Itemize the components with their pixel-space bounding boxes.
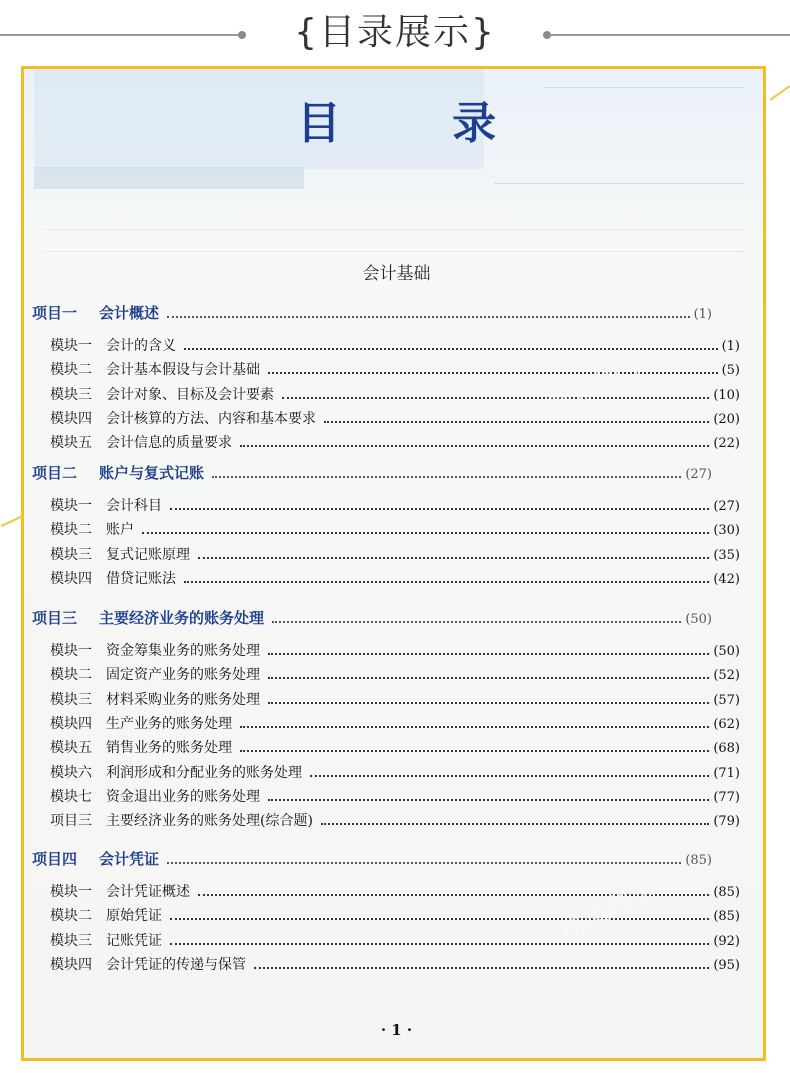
module-page: (79): [713, 814, 740, 830]
module-title: 资金筹集业务的账务处理: [106, 643, 260, 659]
module-page: (85): [713, 885, 740, 900]
dot-leader: [324, 421, 709, 423]
module-page: (52): [713, 668, 740, 684]
section-page: (1): [693, 307, 712, 322]
dot-leader: [282, 397, 709, 399]
toc-module[interactable]: [50, 640, 740, 660]
dot-leader: [240, 750, 709, 752]
dot-leader: [170, 918, 709, 920]
module-title: 会计对象、目标及会计要素: [106, 386, 274, 403]
section-number: 项目四: [32, 850, 78, 868]
dot-leader: [310, 775, 709, 777]
show-through-band: [34, 167, 304, 189]
module-title: 会计凭证的传递与保管: [106, 956, 246, 973]
toc-module[interactable]: [50, 737, 740, 757]
decorative-line: [1, 515, 24, 527]
module-number: 模块四: [50, 956, 92, 973]
module-title: 会计信息的质量要求: [106, 435, 232, 452]
show-through-text: [44, 241, 744, 252]
dot-leader: [268, 653, 709, 655]
module-number: 模块二: [50, 667, 92, 684]
show-through-text: [494, 169, 744, 184]
toc-section[interactable]: [32, 462, 712, 483]
section-title: 会计凭证: [99, 850, 160, 868]
module-page: (57): [713, 692, 740, 708]
module-number: 模块三: [50, 546, 92, 563]
section-number: 项目三: [32, 609, 78, 627]
module-number: 模块七: [50, 788, 92, 805]
module-title: 生产业务的账务处理: [106, 715, 232, 732]
toc-module[interactable]: [50, 519, 740, 539]
module-page: (85): [713, 909, 740, 925]
module-number: 模块三: [50, 691, 92, 708]
dot-leader: [198, 557, 709, 559]
module-page: (42): [713, 571, 740, 587]
module-number: 模块一: [50, 498, 92, 514]
toc-module[interactable]: [50, 930, 740, 950]
header-right-line: [551, 34, 790, 36]
toc-module[interactable]: [50, 810, 740, 830]
toc-module[interactable]: [50, 713, 740, 733]
toc-module[interactable]: [50, 432, 740, 452]
module-page: (20): [713, 411, 740, 427]
module-page: (30): [713, 523, 740, 539]
module-number: 模块五: [50, 435, 92, 452]
module-title: 记账凭证: [106, 932, 162, 949]
module-page: (5): [721, 363, 740, 379]
page-number: · 1 ·: [380, 1021, 413, 1039]
module-page: (50): [713, 644, 740, 659]
module-number: 模块一: [50, 338, 92, 354]
section-title: 会计概述: [99, 304, 160, 322]
module-number: 模块二: [50, 908, 92, 925]
module-number: 模块四: [50, 410, 92, 427]
dot-leader: [170, 508, 709, 510]
document-title: 目 录: [296, 98, 545, 149]
toc-module[interactable]: [50, 495, 740, 515]
watermark: 蹦凌图书: [554, 870, 664, 947]
module-number: 模块一: [50, 884, 92, 900]
dot-leader: [240, 726, 709, 728]
module-title: 会计凭证概述: [106, 884, 190, 900]
module-page: (1): [721, 339, 740, 354]
toc-module[interactable]: [50, 384, 740, 404]
dot-leader: [170, 943, 709, 945]
toc-section[interactable]: [32, 302, 712, 323]
module-title: 账户: [106, 522, 134, 539]
module-number: 模块一: [50, 643, 92, 659]
module-page: (95): [713, 957, 740, 973]
dot-leader: [240, 445, 709, 447]
module-page: (68): [713, 741, 740, 757]
module-title: 会计核算的方法、内容和基本要求: [106, 410, 316, 427]
toc-section[interactable]: [32, 607, 712, 628]
dot-leader: [268, 702, 709, 704]
section-title: 主要经济业务的账务处理: [99, 609, 265, 627]
module-number: 模块五: [50, 740, 92, 757]
module-page: (35): [713, 547, 740, 563]
show-through-text: [44, 219, 744, 230]
watermark: 蹦凌图书: [544, 345, 654, 422]
module-number: 模块三: [50, 932, 92, 949]
toc-module[interactable]: [50, 762, 740, 782]
module-title: 会计的含义: [106, 338, 176, 354]
dot-leader: [142, 532, 709, 534]
module-page: (92): [713, 933, 740, 949]
dot-leader: [184, 581, 709, 583]
module-title: 借贷记账法: [106, 570, 176, 587]
module-title: 会计基本假设与会计基础: [106, 362, 260, 379]
module-page: (62): [713, 716, 740, 732]
dot-leader: [268, 799, 709, 801]
section-page: (85): [685, 853, 712, 868]
header-right-dot: [543, 31, 551, 39]
toc-module[interactable]: [50, 664, 740, 684]
module-title: 利润形成和分配业务的账务处理: [106, 764, 302, 781]
module-title: 材料采购业务的账务处理: [106, 691, 260, 708]
module-title: 复式记账原理: [106, 546, 190, 563]
toc-module[interactable]: [50, 568, 740, 588]
decorative-line: [770, 85, 790, 100]
dot-leader: [254, 967, 709, 969]
dot-leader: [321, 823, 709, 825]
toc-section[interactable]: [32, 848, 712, 869]
module-number: 模块四: [50, 570, 92, 587]
module-number: 项目三: [50, 813, 92, 830]
module-number: 模块二: [50, 362, 92, 379]
toc-module[interactable]: [50, 544, 740, 564]
section-page: (27): [685, 467, 712, 482]
module-number: 模块六: [50, 764, 92, 781]
module-title: 会计科目: [106, 498, 162, 514]
module-title: 固定资产业务的账务处理: [106, 667, 260, 684]
document-subtitle: 会计基础: [362, 264, 431, 284]
dot-leader: [212, 476, 681, 478]
dot-leader: [167, 316, 690, 318]
toc-module[interactable]: [50, 786, 740, 806]
module-page: (77): [713, 789, 740, 805]
toc-module[interactable]: [50, 408, 740, 428]
module-page: (10): [713, 387, 740, 403]
section-title: 账户与复式记账: [99, 464, 205, 482]
show-through-text: [544, 73, 744, 88]
module-page: (27): [713, 499, 740, 514]
dot-leader: [268, 677, 709, 679]
dot-leader: [272, 621, 681, 623]
module-title: 销售业务的账务处理: [106, 740, 232, 757]
toc-module[interactable]: [50, 689, 740, 709]
module-title: 资金退出业务的账务处理: [106, 788, 260, 805]
section-number: 项目一: [32, 304, 78, 322]
module-number: 模块二: [50, 522, 92, 539]
module-title: 原始凭证: [106, 908, 162, 925]
section-header-title: {目录展示}: [294, 12, 496, 53]
dot-leader: [167, 862, 681, 864]
module-page: (71): [713, 765, 740, 781]
toc-module[interactable]: [50, 954, 740, 974]
module-title: 主要经济业务的账务处理(综合题): [106, 813, 313, 830]
section-page: (50): [685, 612, 712, 627]
document-page: [21, 66, 766, 1061]
module-page: (22): [713, 436, 740, 452]
module-number: 模块四: [50, 715, 92, 732]
section-number: 项目二: [32, 464, 78, 482]
module-number: 模块三: [50, 386, 92, 403]
